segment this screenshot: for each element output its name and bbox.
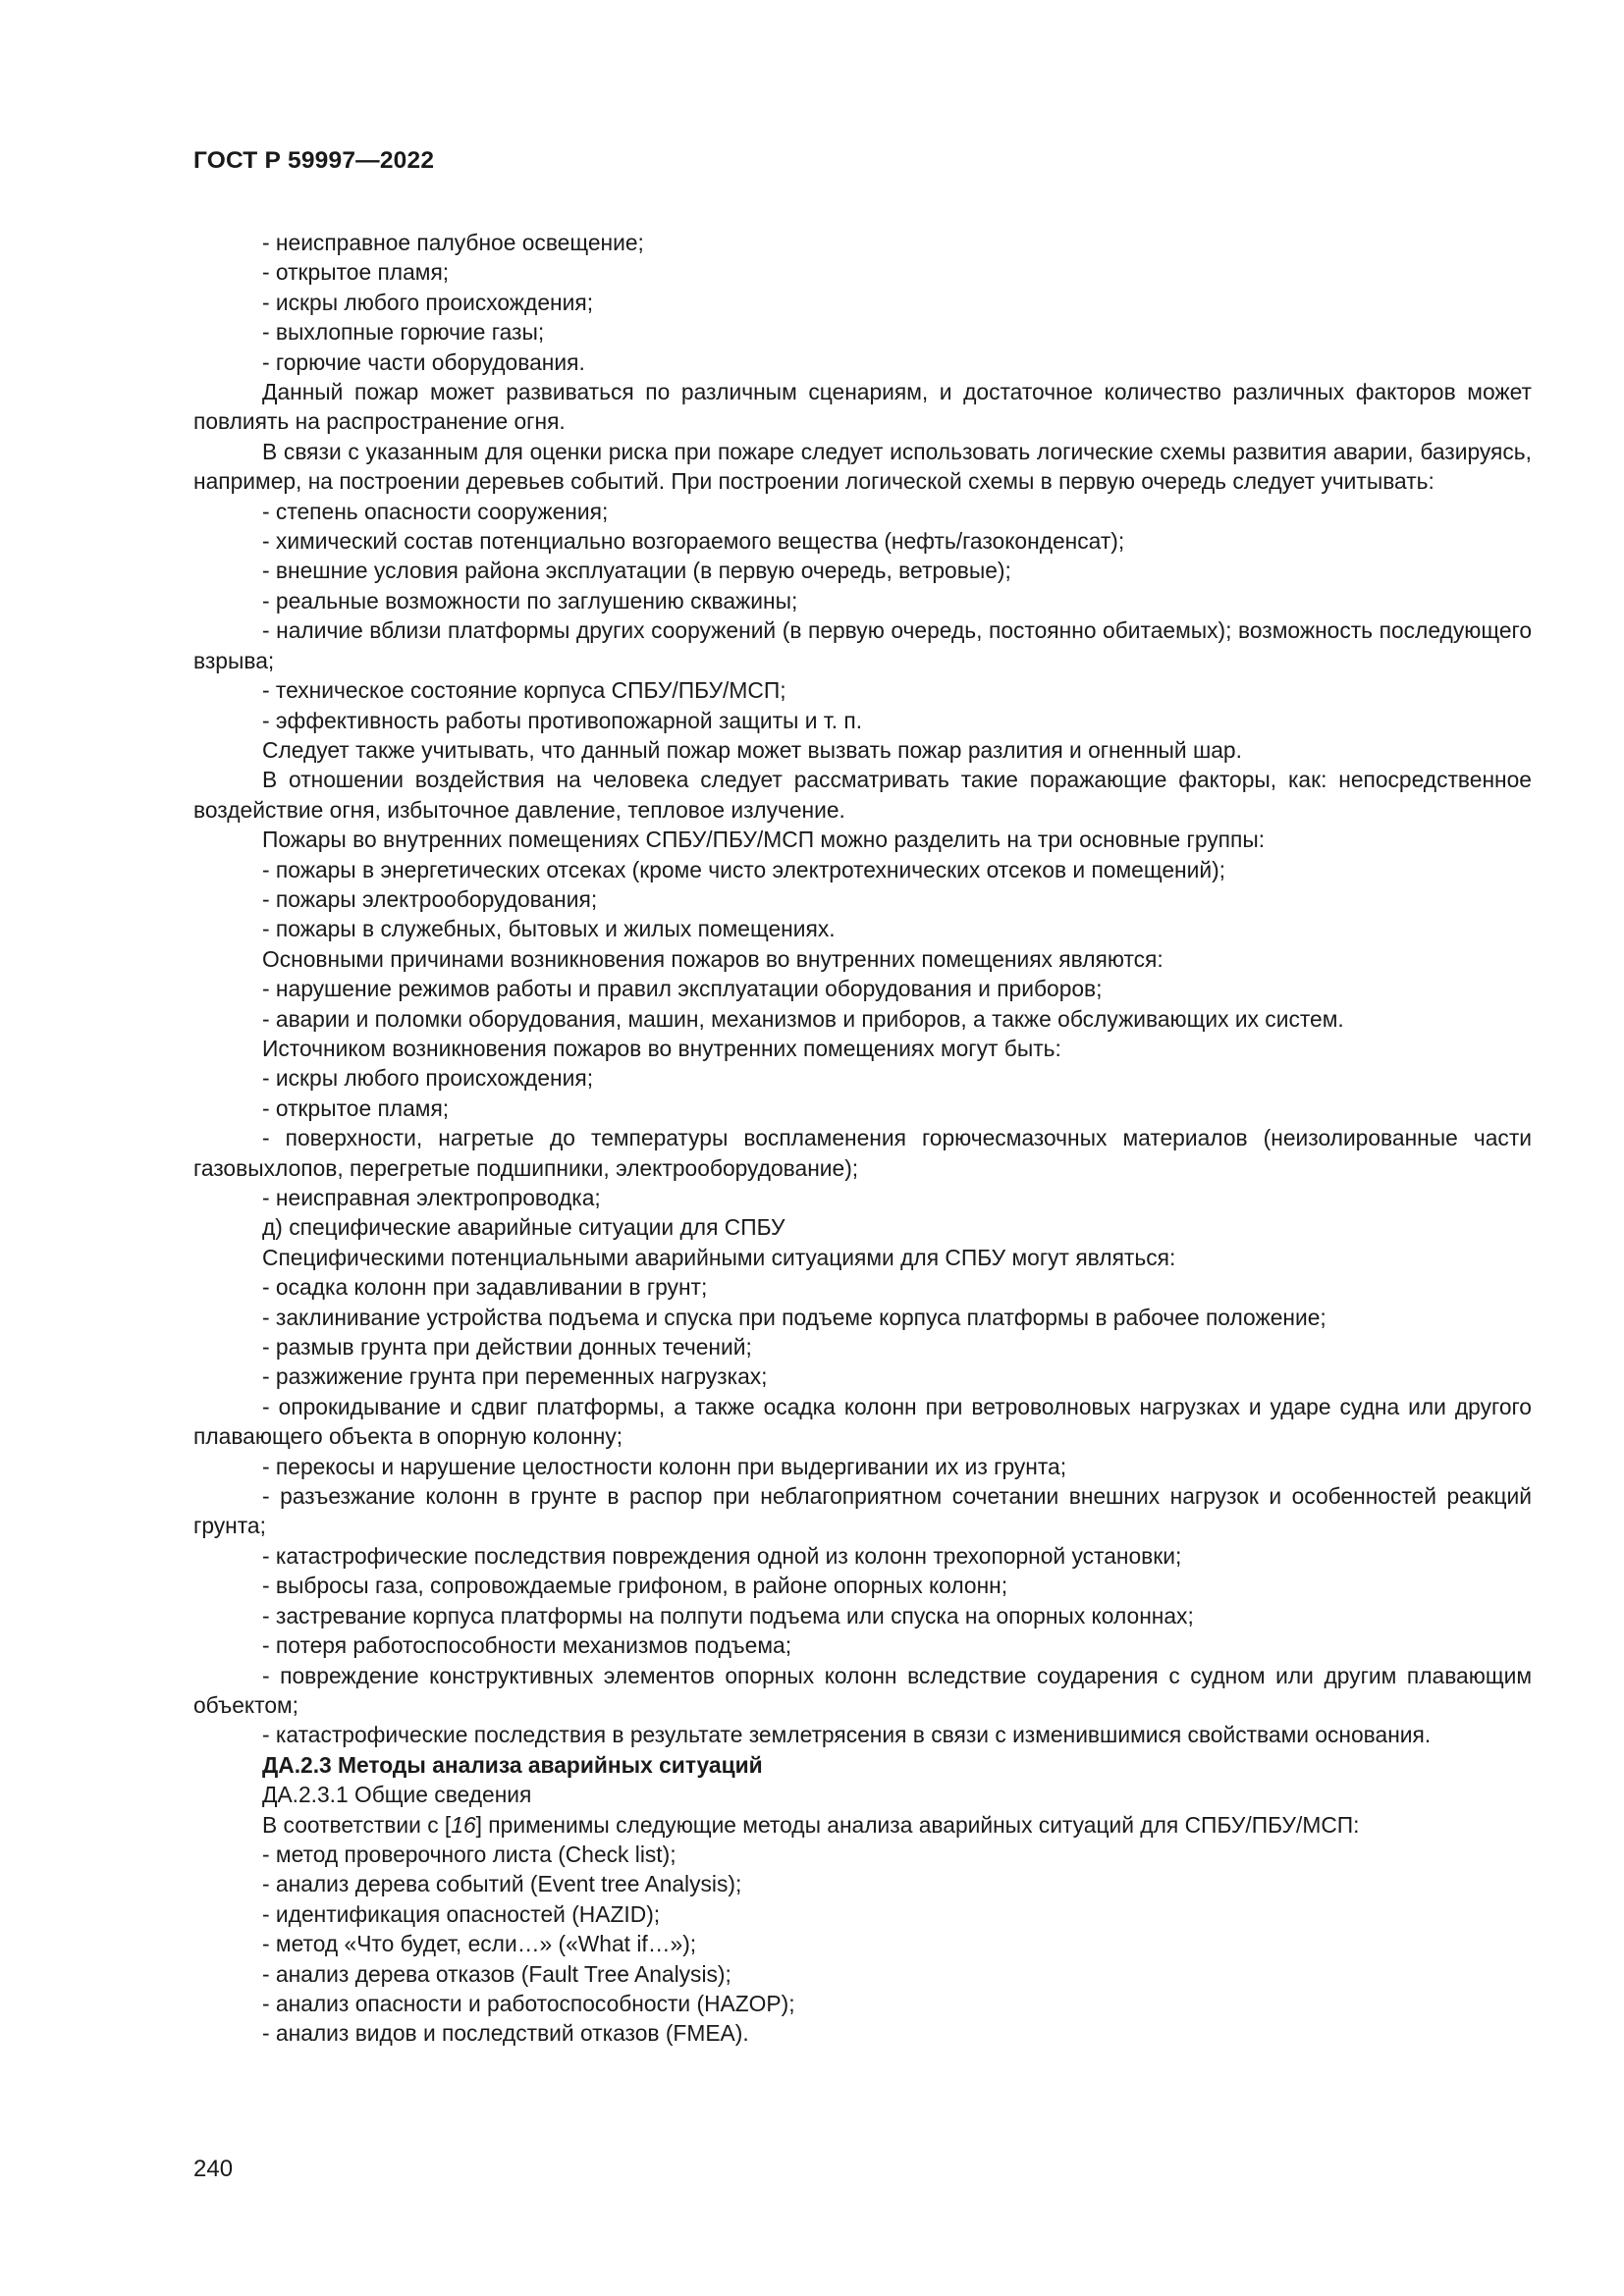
paragraph: - разъезжание колонн в грунте в распор при неблагоприятном сочетании внешних нагрузок и особенностей реакций грунта;: [193, 1483, 1532, 1539]
paragraph: - потеря работоспособности механизмов подъема;: [262, 1632, 792, 1659]
paragraph: - размыв грунта при действии донных течений;: [262, 1334, 752, 1361]
paragraph: - техническое состояние корпуса СПБУ/ПБУ/МСП;: [262, 677, 786, 704]
paragraph: - наличие вблизи платформы других сооружений (в первую очередь, постоянно обитаемых); возможность последующего взрыва;: [193, 617, 1532, 673]
paragraph: - катастрофические последствия в результате землетрясения в связи с изменившимися свойствами основания.: [262, 1722, 1432, 1748]
paragraph: - эффективность работы противопожарной защиты и т. п.: [262, 707, 863, 733]
paragraph: - выхлопные горючие газы;: [262, 319, 545, 346]
paragraph: - нарушение режимов работы и правил эксплуатации оборудования и приборов;: [262, 976, 1103, 1002]
paragraph: - искры любого происхождения;: [262, 1065, 594, 1092]
paragraph: - разжижение грунта при переменных нагрузках;: [262, 1363, 768, 1390]
paragraph: Источником возникновения пожаров во внутренних помещениях могут быть:: [262, 1035, 1061, 1061]
paragraph: - метод «Что будет, если…» («What if…»);: [262, 1931, 697, 1957]
paragraph: ДА.2.3.1 Общие сведения: [262, 1782, 532, 1808]
paragraph: - анализ опасности и работоспособности (HAZOP);: [262, 1990, 795, 2016]
paragraph: - опрокидывание и сдвиг платформы, а также осадка колонн при ветроволновых нагрузках и ударе судна или другого плавающего объекта в опорную колонну;: [193, 1393, 1532, 1450]
paragraph: - открытое пламя;: [262, 259, 450, 286]
paragraph: - внешние условия района эксплуатации (в первую очередь, ветровые);: [262, 558, 1011, 584]
paragraph: - искры любого происхождения;: [262, 289, 594, 315]
paragraph: - химический состав потенциально возгораемого вещества (нефть/газоконденсат);: [262, 528, 1125, 555]
paragraph: Основными причинами возникновения пожаров во внутренних помещениях являются:: [262, 945, 1164, 972]
paragraph: - аварии и поломки оборудования, машин, механизмов и приборов, а также обслуживающих их систем.: [262, 1005, 1344, 1032]
paragraph: - пожары электрооборудования;: [262, 885, 598, 912]
paragraph: - поверхности, нагретые до температуры воспламенения горючесмазочных материалов (неизолированные части газовыхлопов, перегретые подшипники, электрооборудование);: [193, 1125, 1532, 1181]
paragraph: - идентификация опасностей (HAZID);: [262, 1900, 661, 1927]
paragraph: - открытое пламя;: [262, 1095, 450, 1121]
paragraph: - осадка колонн при задавливании в грунт;: [262, 1274, 708, 1301]
paragraph: - анализ видов и последствий отказов (FMEA).: [262, 2020, 749, 2047]
paragraph: - горючие части оборудования.: [262, 348, 585, 375]
document-header: ГОСТ Р 59997—2022: [193, 147, 435, 174]
paragraph: В соответствии с [16] применимы следующие методы анализа аварийных ситуаций для СПБУ/ПБУ/МСП:: [262, 1811, 1360, 1838]
paragraph: - анализ дерева отказов (Fault Tree Analysis);: [262, 1960, 731, 1987]
paragraph: - застревание корпуса платформы на полпути подъема или спуска на опорных колоннах;: [262, 1602, 1194, 1629]
paragraph: - повреждение конструктивных элементов опорных колонн вследствие соударения с судном или другим плавающим объектом;: [193, 1662, 1532, 1718]
paragraph: В связи с указанным для оценки риска при пожаре следует использовать логические схемы развития аварии, базируясь, например, на построении деревьев событий. При построении логической схемы в первую очередь следует учитывать:: [193, 438, 1532, 495]
paragraph: - реальные возможности по заглушению скважины;: [262, 587, 798, 614]
paragraph: Следует также учитывать, что данный пожар может вызвать пожар разлития и огненный шар.: [262, 736, 1242, 763]
paragraph: В отношении воздействия на человека следует рассматривать такие поражающие факторы, как: непосредственное воздействие огня, избыточное давление, тепловое излучение.: [193, 767, 1532, 823]
paragraph: - катастрофические последствия повреждения одной из колонн трехопорной установки;: [262, 1542, 1182, 1569]
paragraph: - перекосы и нарушение целостности колонн при выдергивании их из грунта;: [262, 1453, 1067, 1479]
section-heading: ДА.2.3 Методы анализа аварийных ситуаций: [262, 1751, 763, 1778]
paragraph: Пожары во внутренних помещениях СПБУ/ПБУ/МСП можно разделить на три основные группы:: [262, 827, 1266, 853]
document-body: [193, 228, 1532, 2049]
paragraph: д) специфические аварийные ситуации для СПБУ: [262, 1214, 785, 1241]
paragraph: Специфическими потенциальными аварийными ситуациями для СПБУ могут являться:: [262, 1244, 1176, 1270]
paragraph: - метод проверочного листа (Check list);: [262, 1841, 677, 1867]
paragraph: - анализ дерева событий (Event tree Analysis);: [262, 1871, 742, 1897]
paragraph: - пожары в энергетических отсеках (кроме чисто электротехнических отсеков и помещений);: [262, 856, 1226, 882]
paragraph: Данный пожар может развиваться по различным сценариям, и достаточное количество различных факторов может повлиять на распространение огня.: [193, 379, 1532, 435]
page-number: 240: [193, 2156, 234, 2182]
paragraph: - степень опасности сооружения;: [262, 498, 609, 524]
paragraph: - выбросы газа, сопровождаемые грифоном, в районе опорных колонн;: [262, 1573, 1008, 1599]
paragraph: - заклинивание устройства подъема и спуска при подъеме корпуса платформы в рабочее положение;: [262, 1304, 1326, 1330]
paragraph: - пожары в служебных, бытовых и жилых помещениях.: [262, 916, 836, 942]
paragraph: - неисправная электропроводка;: [262, 1185, 601, 1210]
paragraph: - неисправное палубное освещение;: [262, 230, 644, 255]
